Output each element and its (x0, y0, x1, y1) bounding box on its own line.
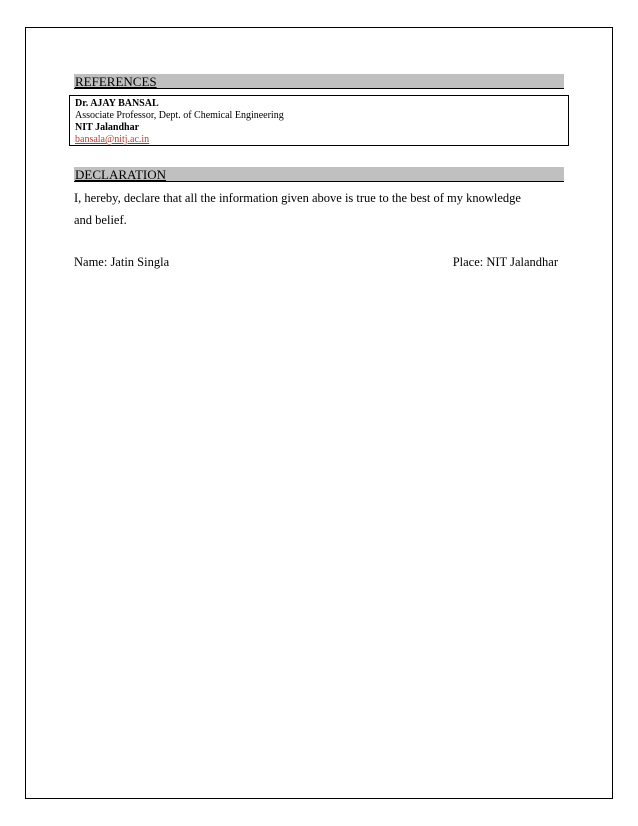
reference-card (69, 95, 569, 146)
declaration-heading: DECLARATION (74, 167, 564, 182)
declaration-line-2: and belief. (74, 213, 127, 227)
reference-designation: Associate Professor, Dept. of Chemical Engineering (75, 110, 284, 121)
reference-email-link[interactable]: bansala@nitj.ac.in (75, 134, 150, 145)
reference-name: Dr. AJAY BANSAL (75, 98, 159, 109)
signatory-name: Name: Jatin Singla (74, 255, 170, 269)
reference-institute: NIT Jalandhar (75, 122, 140, 133)
declaration-line-1: I, hereby, declare that all the information given above is true to the best of my knowledge (74, 191, 521, 205)
references-heading: REFERENCES (74, 74, 564, 89)
signatory-place: Place: NIT Jalandhar (452, 255, 558, 269)
declaration-statement (74, 187, 544, 231)
